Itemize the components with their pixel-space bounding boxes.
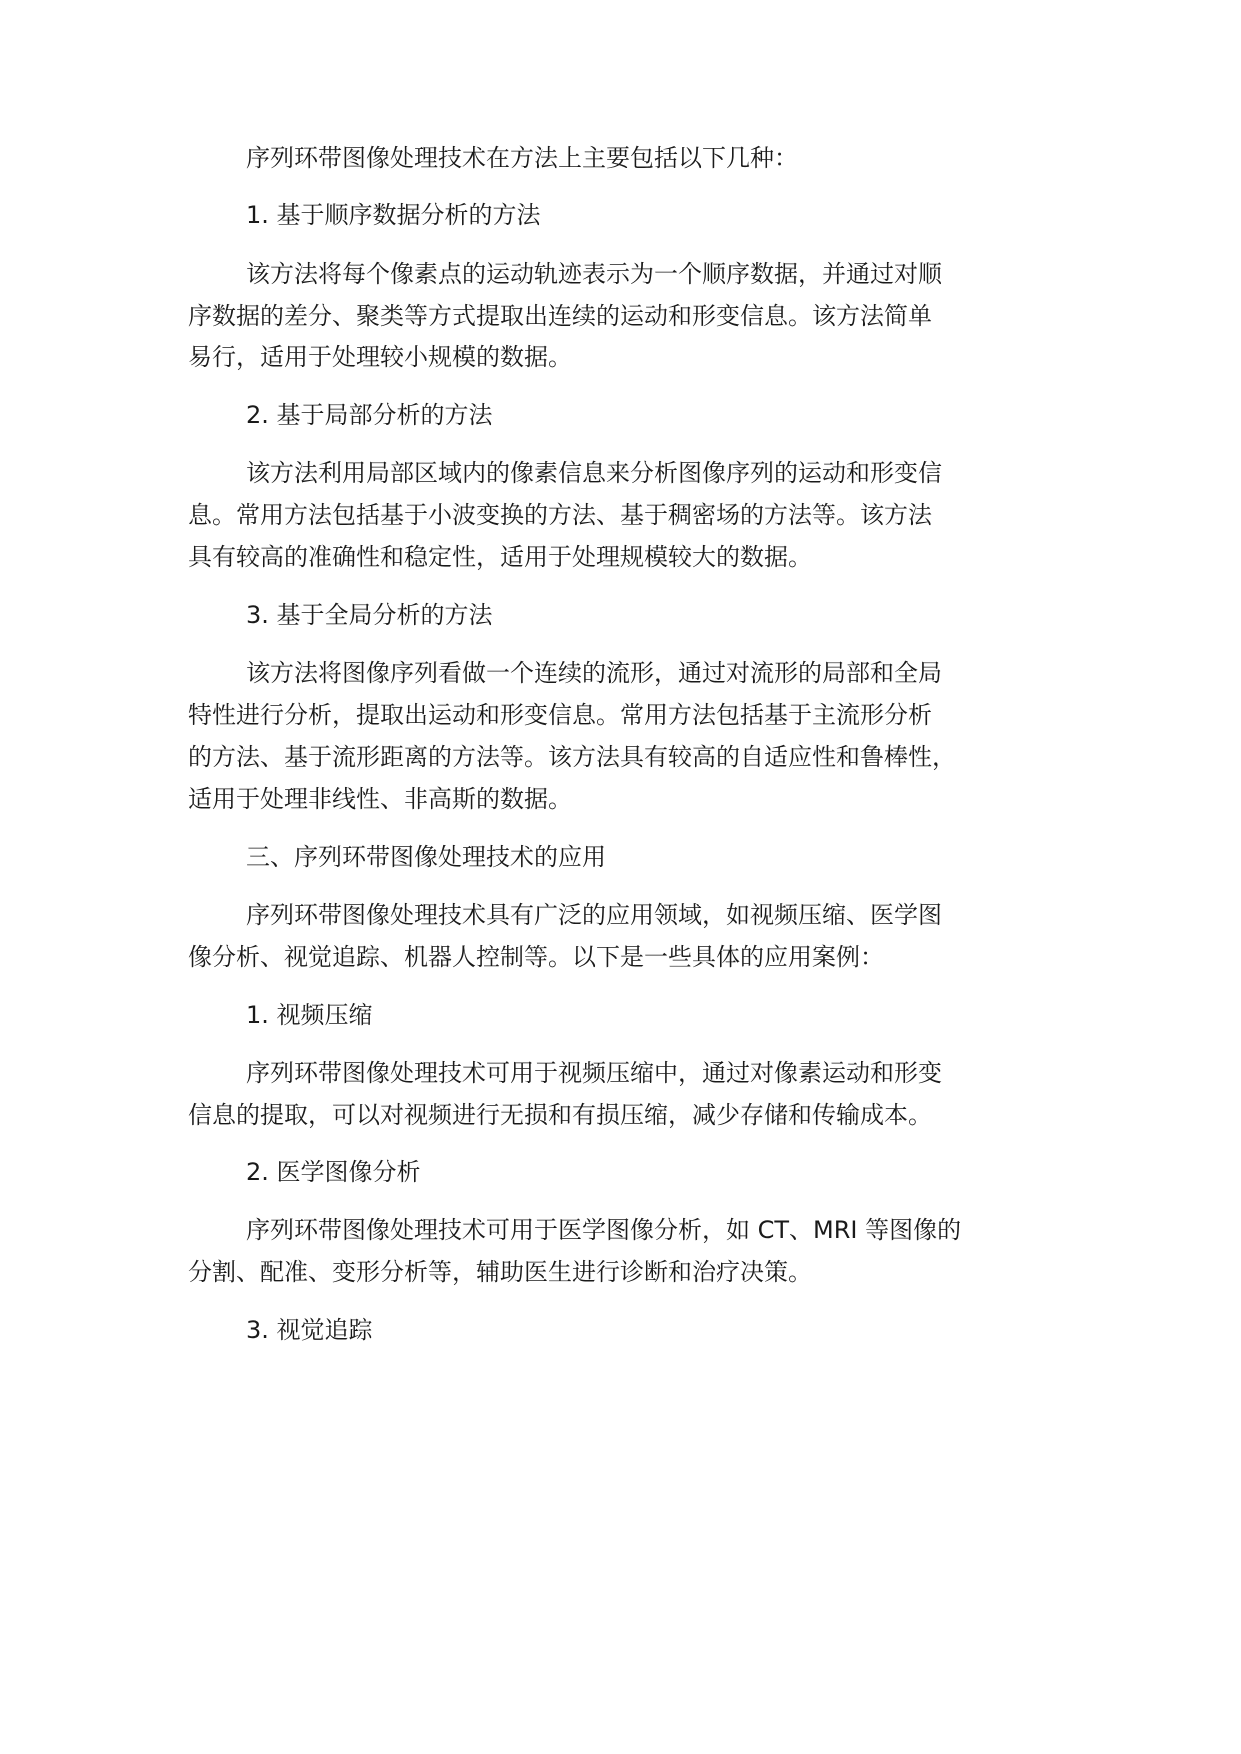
method-2-text-line: 具有较高的准确性和稳定性，适用于处理规模较大的数据。 [188, 543, 812, 571]
method-2-text-line: 该方法利用局部区域内的像素信息来分析图像序列的运动和形变信 [246, 459, 942, 487]
method-3-text-line: 的方法、基于流形距离的方法等。该方法具有较高的自适应性和鲁棒性， [188, 743, 956, 771]
application-1-heading: 1. 视频压缩 [246, 1001, 373, 1029]
intro-line: 序列环带图像处理技术在方法上主要包括以下几种： [246, 144, 798, 172]
method-1-heading: 1. 基于顺序数据分析的方法 [246, 201, 541, 229]
application-intro-line: 像分析、视觉追踪、机器人控制等。以下是一些具体的应用案例： [188, 943, 884, 971]
application-2-text-line: 序列环带图像处理技术可用于医学图像分析，如 CT、MRI 等图像的 [246, 1216, 962, 1244]
method-2-heading: 2. 基于局部分析的方法 [246, 401, 493, 429]
method-1-text-line: 易行，适用于处理较小规模的数据。 [188, 343, 572, 371]
application-2-heading: 2. 医学图像分析 [246, 1158, 421, 1186]
application-intro-line: 序列环带图像处理技术具有广泛的应用领域，如视频压缩、医学图 [246, 901, 942, 929]
method-1-text-line: 序数据的差分、聚类等方式提取出连续的运动和形变信息。该方法简单 [188, 302, 932, 330]
method-3-text-line: 该方法将图像序列看做一个连续的流形，通过对流形的局部和全局 [246, 659, 942, 687]
application-3-heading: 3. 视觉追踪 [246, 1316, 373, 1344]
method-2-text-line: 息。常用方法包括基于小波变换的方法、基于稠密场的方法等。该方法 [188, 501, 932, 529]
method-3-text-line: 特性进行分析，提取出运动和形变信息。常用方法包括基于主流形分析 [188, 701, 932, 729]
method-3-text-line: 适用于处理非线性、非高斯的数据。 [188, 785, 572, 813]
method-3-heading: 3. 基于全局分析的方法 [246, 601, 493, 629]
application-1-text-line: 信息的提取，可以对视频进行无损和有损压缩，减少存储和传输成本。 [188, 1101, 932, 1129]
section-heading: 三、序列环带图像处理技术的应用 [246, 843, 606, 871]
method-1-text-line: 该方法将每个像素点的运动轨迹表示为一个顺序数据，并通过对顺 [246, 260, 942, 288]
application-2-text-line: 分割、配准、变形分析等，辅助医生进行诊断和治疗决策。 [188, 1258, 812, 1286]
application-1-text-line: 序列环带图像处理技术可用于视频压缩中，通过对像素运动和形变 [246, 1059, 942, 1087]
